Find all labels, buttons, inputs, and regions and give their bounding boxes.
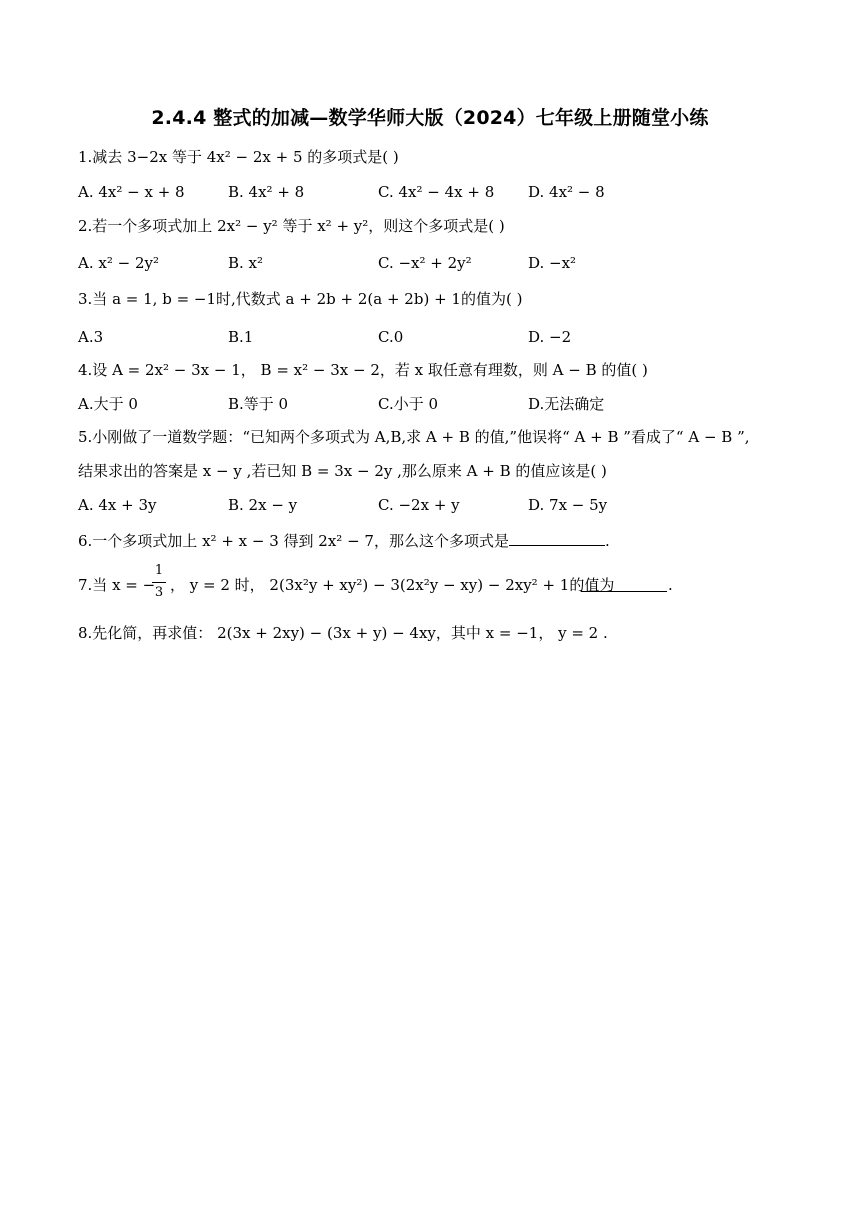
option-a: A. 4x² − x + 8	[78, 183, 185, 201]
option-b: B. x²	[228, 254, 264, 272]
option-c: C. −x² + 2y²	[378, 254, 472, 272]
question-1: 1.减去 3−2x 等于 4x² − 2x + 5 的多项式是( )	[78, 148, 399, 166]
question-4-options	[78, 393, 798, 415]
option-b: B.等于 0	[228, 395, 289, 413]
option-c: C. 4x² − 4x + 8	[378, 183, 495, 201]
option-a: A.大于 0	[78, 395, 138, 413]
question-8: 8.先化简，再求值： 2(3x + 2xy) − (3x + y) − 4xy，其中 x = −1， y = 2 .	[78, 624, 608, 642]
question-6: 6.一个多项式加上 x² + x − 3 得到 2x² − 7，那么这个多项式是 .	[78, 532, 610, 550]
question-3-options	[78, 326, 798, 348]
fraction-bar	[152, 582, 166, 583]
answer-blank[interactable]	[509, 530, 605, 546]
question-7-prefix: 7.当 x = −	[78, 576, 156, 594]
fraction-denominator: 3	[154, 585, 164, 600]
option-a: A. x² − 2y²	[78, 254, 159, 272]
option-a: A. 4x + 3y	[78, 496, 157, 514]
answer-blank[interactable]	[581, 576, 667, 592]
question-2-options	[78, 252, 798, 274]
option-d: D. 7x − 5y	[528, 496, 608, 514]
option-d: D. −2	[528, 328, 572, 346]
option-b: B.1	[228, 328, 254, 346]
question-7: 7.当 x = − 1 3 ， y = 2 时， 2(3x²y + xy²) − 3(2x²y − xy) − 2xy² + 1的值为 .	[78, 563, 673, 600]
question-6-text: 6.一个多项式加上 x² + x − 3 得到 2x² − 7，那么这个多项式是	[78, 532, 509, 550]
option-d: D.无法确定	[528, 395, 605, 413]
option-c: C. −2x + y	[378, 496, 460, 514]
question-5-options	[78, 494, 798, 516]
question-4: 4.设 A = 2x² − 3x − 1， B = x² − 3x − 2，若 x 取任意有理数，则 A − B 的值( )	[78, 361, 648, 379]
option-d: D. 4x² − 8	[528, 183, 605, 201]
option-b: B. 2x − y	[228, 496, 298, 514]
question-5: 5.小刚做了一道数学题：“已知两个多项式为 A,B,求 A + B 的值,”他误将“ A + B ”看成了“ A − B ”,	[78, 428, 750, 446]
fraction-numerator: 1	[154, 563, 164, 578]
option-c: C.小于 0	[378, 395, 439, 413]
option-d: D. −x²	[528, 254, 577, 272]
option-c: C.0	[378, 328, 404, 346]
option-a: A.3	[78, 328, 104, 346]
page-title: 2.4.4 整式的加减—数学华师大版（2024）七年级上册随堂小练	[151, 107, 709, 129]
question-1-options	[78, 181, 798, 203]
question-3: 3.当 a = 1, b = −1时,代数式 a + 2b + 2(a + 2b) + 1的值为( )	[78, 290, 523, 308]
question-7-rest: ， y = 2 时， 2(3x²y + xy²) − 3(2x²y − xy) − 2xy² + 1的值为	[170, 576, 615, 594]
option-b: B. 4x² + 8	[228, 183, 305, 201]
question-2: 2.若一个多项式加上 2x² − y² 等于 x² + y²，则这个多项式是( )	[78, 217, 505, 235]
question-5-line-2: 结果求出的答案是 x − y ,若已知 B = 3x − 2y ,那么原来 A + B 的值应该是( )	[78, 462, 607, 480]
